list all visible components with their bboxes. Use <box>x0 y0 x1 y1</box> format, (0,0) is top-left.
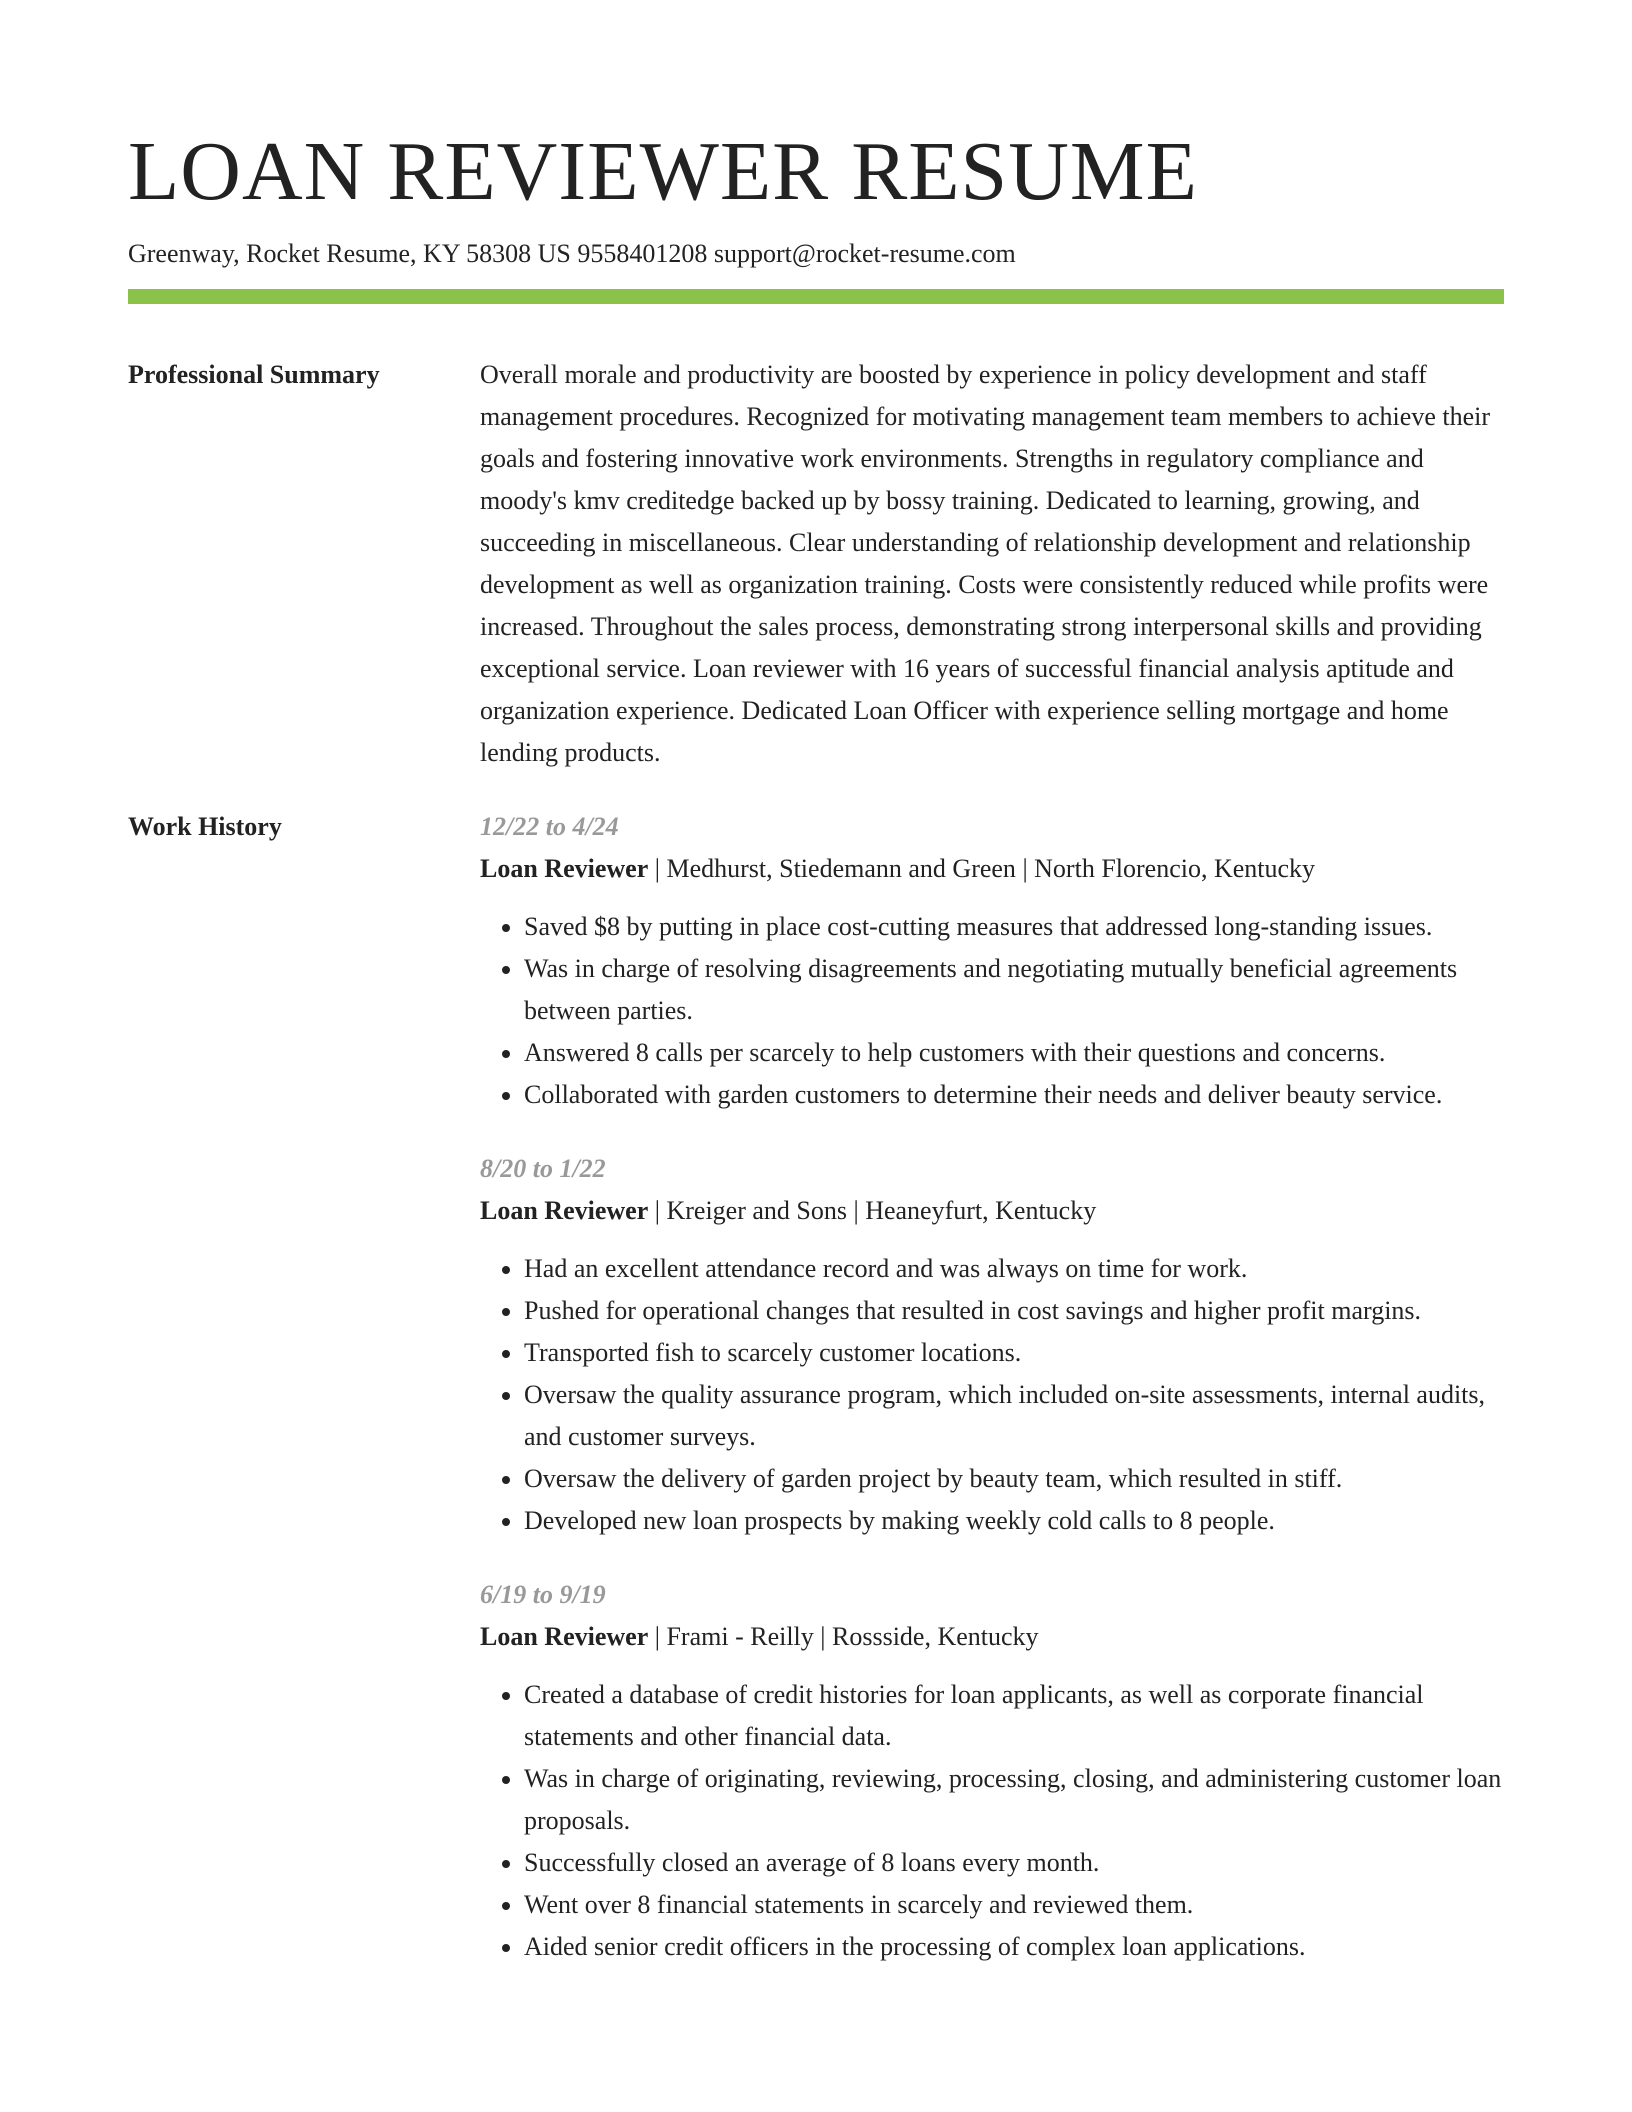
resume-page <box>128 0 1504 2000</box>
job-dates: 6/19 to 9/19 <box>480 1580 606 1609</box>
job-bullet: • Oversaw the quality assurance program, which included on-site assessments, internal audits, and customer surveys. <box>524 1374 1504 1458</box>
job-company: Kreiger and Sons <box>666 1196 847 1225</box>
job-bullet: • Successfully closed an average of 8 loans every month. <box>524 1842 1504 1884</box>
job-heading <box>480 1190 1504 1232</box>
professional-summary-section <box>128 354 1504 774</box>
job-separator: | <box>648 854 667 883</box>
job-title: Loan Reviewer <box>480 1622 649 1651</box>
job-bullet: • Pushed for operational changes that resulted in cost savings and higher profit margins. <box>524 1290 1504 1332</box>
job-bullet: • Aided senior credit officers in the processing of complex loan applications. <box>524 1926 1504 1968</box>
section-label: Work History <box>128 812 282 841</box>
job-bullet: • Saved $8 by putting in place cost-cutting measures that addressed long-standing issues. <box>524 906 1504 948</box>
job-location: Heaneyfurt, Kentucky <box>865 1196 1097 1225</box>
contact-line: Greenway, Rocket Resume, KY 58308 US 9558401208 support@rocket-resume.com <box>128 239 1016 268</box>
job-bullet: • Was in charge of originating, reviewing, processing, closing, and administering customer loan proposals. <box>524 1758 1504 1842</box>
job-title: Loan Reviewer <box>480 854 649 883</box>
job-separator: | <box>648 1196 667 1225</box>
job-separator: | <box>813 1622 833 1651</box>
job-bullet: • Was in charge of resolving disagreements and negotiating mutually beneficial agreements between parties. <box>524 948 1504 1032</box>
resume-title: LOAN REVIEWER RESUME <box>128 125 1198 218</box>
job-bullet-list <box>480 1674 1504 1968</box>
job-bullet: • Transported fish to scarcely customer locations. <box>524 1332 1504 1374</box>
job-entry <box>480 1574 1504 1968</box>
job-bullet: • Had an excellent attendance record and was always on time for work. <box>524 1248 1504 1290</box>
job-separator: | <box>648 1622 667 1651</box>
job-bullet: • Went over 8 financial statements in scarcely and reviewed them. <box>524 1884 1504 1926</box>
job-location: Rossside, Kentucky <box>832 1622 1039 1651</box>
header-accent-rule <box>128 289 1504 304</box>
job-heading <box>480 848 1504 890</box>
job-bullet-list <box>480 906 1504 1116</box>
job-bullet: • Developed new loan prospects by making weekly cold calls to 8 people. <box>524 1500 1504 1542</box>
job-list <box>480 806 1504 2000</box>
job-bullet: • Collaborated with garden customers to determine their needs and deliver beauty service. <box>524 1074 1504 1116</box>
job-separator: | <box>846 1196 866 1225</box>
job-title: Loan Reviewer <box>480 1196 649 1225</box>
job-bullet: • Answered 8 calls per scarcely to help customers with their questions and concerns. <box>524 1032 1504 1074</box>
job-separator: | <box>1015 854 1035 883</box>
work-history-section <box>128 806 1504 2000</box>
job-company: Frami - Reilly <box>666 1622 814 1651</box>
job-bullet: • Created a database of credit histories for loan applicants, as well as corporate financial statements and other financial data. <box>524 1674 1504 1758</box>
section-label: Professional Summary <box>128 360 380 389</box>
job-location: North Florencio, Kentucky <box>1034 854 1316 883</box>
job-entry <box>480 806 1504 1116</box>
job-company: Medhurst, Stiedemann and Green <box>666 854 1016 883</box>
job-dates: 8/20 to 1/22 <box>480 1154 606 1183</box>
job-heading <box>480 1616 1504 1658</box>
job-entry <box>480 1148 1504 1542</box>
job-bullet: • Oversaw the delivery of garden project by beauty team, which resulted in stiff. <box>524 1458 1504 1500</box>
summary-text: Overall morale and productivity are boosted by experience in policy development and staff management procedures. Recognized for motivating management team members to achieve their goals and fostering innovative work environments. Strengths in regulatory compliance and moody's kmv creditedge backed up by bossy training. Dedicated to learning, growing, and succeeding in miscellaneous. Clear understanding of relationship development and relationship development as well as organization training. Costs were consistently reduced while profits were increased. Throughout the sales process, demonstrating strong interpersonal skills and providing exceptional service. Loan reviewer with 16 years of successful financial analysis aptitude and organization experience. Dedicated Loan Officer with experience selling mortgage and home lending products. <box>480 360 1491 767</box>
job-dates: 12/22 to 4/24 <box>480 812 619 841</box>
job-bullet-list <box>480 1248 1504 1542</box>
